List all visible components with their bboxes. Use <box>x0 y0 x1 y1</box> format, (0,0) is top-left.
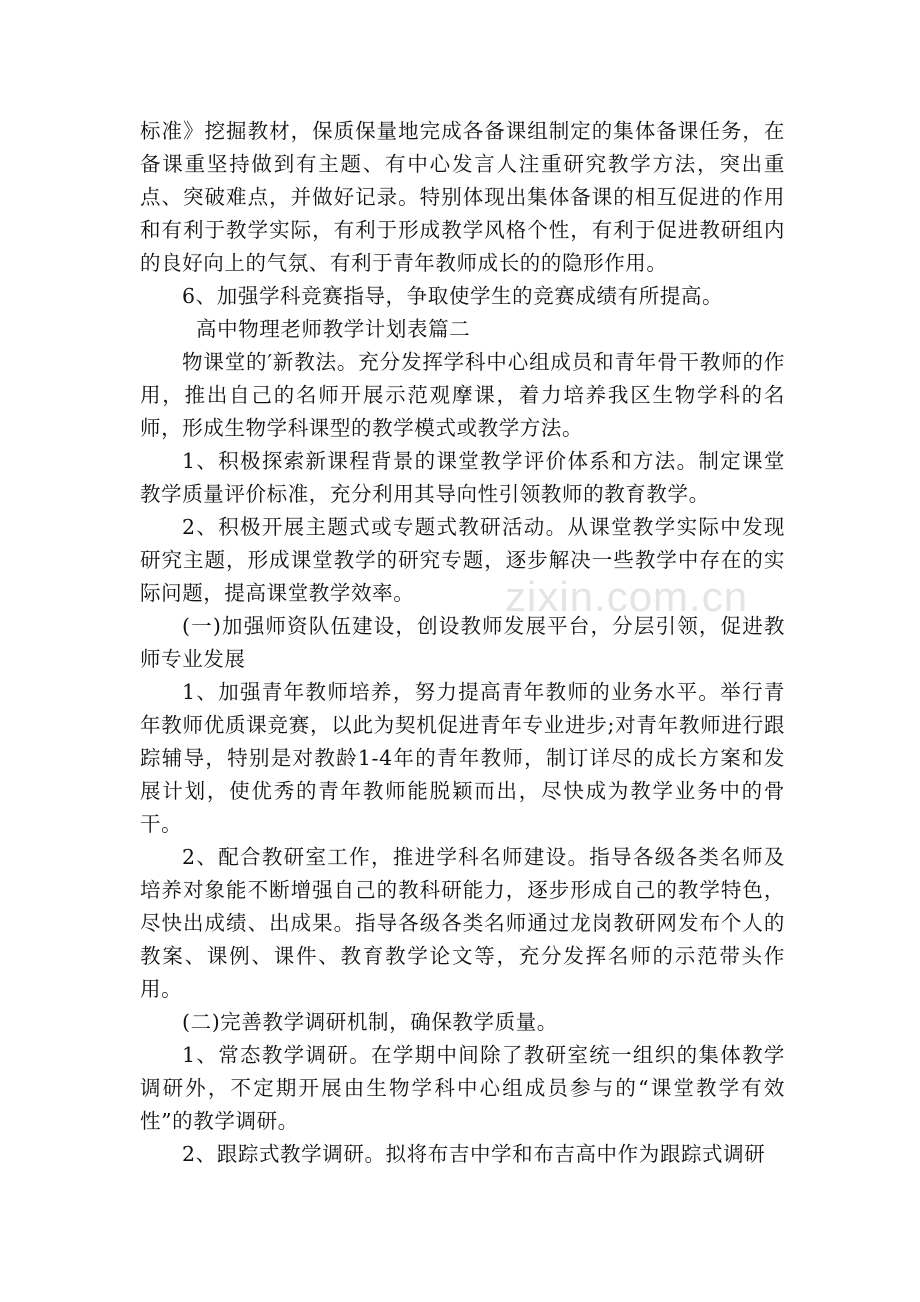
paragraph-item-6: 6、加强学科竞赛指导，争取使学生的竞赛成绩有所提高。 <box>182 284 724 308</box>
document-body <box>140 115 785 1171</box>
paragraph-item-2-famous-teachers: 2、配合教研室工作，推进学科名师建设。指导各级各类名师及培养对象能不断增强自己的教科研能力，逐步形成自己的教学特色，尽快出成绩、出成果。指导各级各类名师通过龙岗教研网发布个人的教案、课例、课件、教育教学论文等，充分发挥名师的示范带头作用。 <box>140 845 785 1001</box>
subheading-teacher-team: (一)加强师资队伍建设，创设教师发展平台，分层引领，促进教师专业发展 <box>140 614 785 671</box>
paragraph-continuation: 标准》挖掘教材，保质保量地完成各备课组制定的集体备课任务，在备课重坚持做到有主题、有中心发言人注重研究教学方法，突出重点、突破难点，并做好记录。特别体现出集体备课的相互促进的作用和有利于教学实际，有利于形成教学风格个性，有利于促进教研组内的良好向上的气氛、有利于青年教师成长的的隐形作用。 <box>140 119 785 275</box>
paragraph-item-2-research: 2、积极开展主题式或专题式教研活动。从课堂教学实际中发现研究主题，形成课堂教学的研究专题，逐步解决一些教学中存在的实际问题，提高课堂教学效率。 <box>140 515 785 605</box>
paragraph-intro: 物课堂的′新教法。充分发挥学科中心组成员和青年骨干教师的作用，推出自己的名师开展示范观摩课，着力培养我区生物学科的名师，形成生物学科课型的教学模式或教学方法。 <box>140 350 785 440</box>
paragraph-item-1-evaluation: 1、积极探索新课程背景的课堂教学评价体系和方法。制定课堂教学质量评价标准，充分利用其导向性引领教师的教育教学。 <box>140 449 785 506</box>
watermark: zixin.com.cn <box>505 573 749 620</box>
paragraph-item-2-tracking-research: 2、跟踪式教学调研。拟将布吉中学和布吉高中作为跟踪式调研 <box>182 1142 766 1166</box>
section-heading: 高中物理老师教学计划表篇二 <box>196 317 471 341</box>
subheading-research-mechanism: (二)完善教学调研机制，确保教学质量。 <box>182 1010 558 1034</box>
paragraph-item-1-young-teachers: 1、加强青年教师培养，努力提高青年教师的业务水平。举行青年教师优质课竞赛，以此为契机促进青年专业进步;对青年教师进行跟踪辅导，特别是对教龄1-4年的青年教师，制订详尽的成长方案和发展计划，使优秀的青年教师能脱颖而出，尽快成为教学业务中的骨干。 <box>140 680 785 836</box>
paragraph-item-1-routine-research: 1、常态教学调研。在学期中间除了教研室统一组织的集体教学调研外，不定期开展由生物学科中心组成员参与的“课堂教学有效性”的教学调研。 <box>140 1043 785 1133</box>
